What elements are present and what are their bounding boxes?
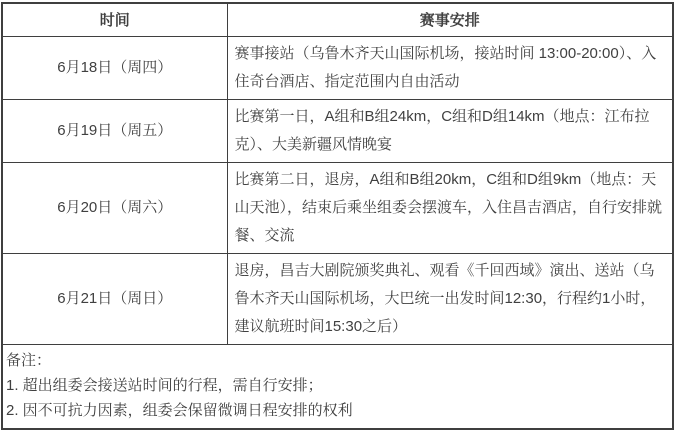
event-schedule-table	[1, 2, 674, 430]
detail-jun20: 比赛第二日，退房，A组和B组20km，C组和D组9km（地点：天山天池），结束后乘坐组委会摆渡车，入住昌吉酒店，自行安排就餐、交流	[227, 162, 673, 253]
header-row	[2, 3, 673, 36]
date-jun20: 6月20日（周六）	[2, 162, 227, 253]
detail-jun19: 比赛第一日，A组和B组24km，C组和D组14km（地点：江布拉克）、大美新疆风情晚宴	[227, 99, 673, 162]
notes-row	[2, 344, 673, 429]
schedule-table-body	[2, 36, 673, 429]
table-row-jun18	[2, 36, 673, 99]
schedule-table-header	[2, 3, 673, 36]
detail-jun18: 赛事接站（乌鲁木齐天山国际机场，接站时间 13:00-20:00）、入住奇台酒店、指定范围内自由活动	[227, 36, 673, 99]
note-item-2: 2. 因不可抗力因素，组委会保留微调日程安排的权利	[6, 401, 353, 419]
table-row-jun19	[2, 99, 673, 162]
date-jun19: 6月19日（周五）	[2, 99, 227, 162]
notes-label: 备注：	[6, 351, 52, 369]
header-schedule: 赛事安排	[227, 3, 673, 36]
date-jun18: 6月18日（周四）	[2, 36, 227, 99]
notes-cell	[2, 344, 673, 429]
table-row-jun20	[2, 162, 673, 253]
date-jun21: 6月21日（周日）	[2, 253, 227, 344]
table-row-jun21	[2, 253, 673, 344]
detail-jun21: 退房，昌吉大剧院颁奖典礼、观看《千回西域》演出、送站（乌鲁木齐天山国际机场，大巴统一出发时间12:30，行程约1小时，建议航班时间15:30之后）	[227, 253, 673, 344]
note-item-1: 1. 超出组委会接送站时间的行程，需自行安排；	[6, 376, 323, 394]
header-time: 时间	[2, 3, 227, 36]
